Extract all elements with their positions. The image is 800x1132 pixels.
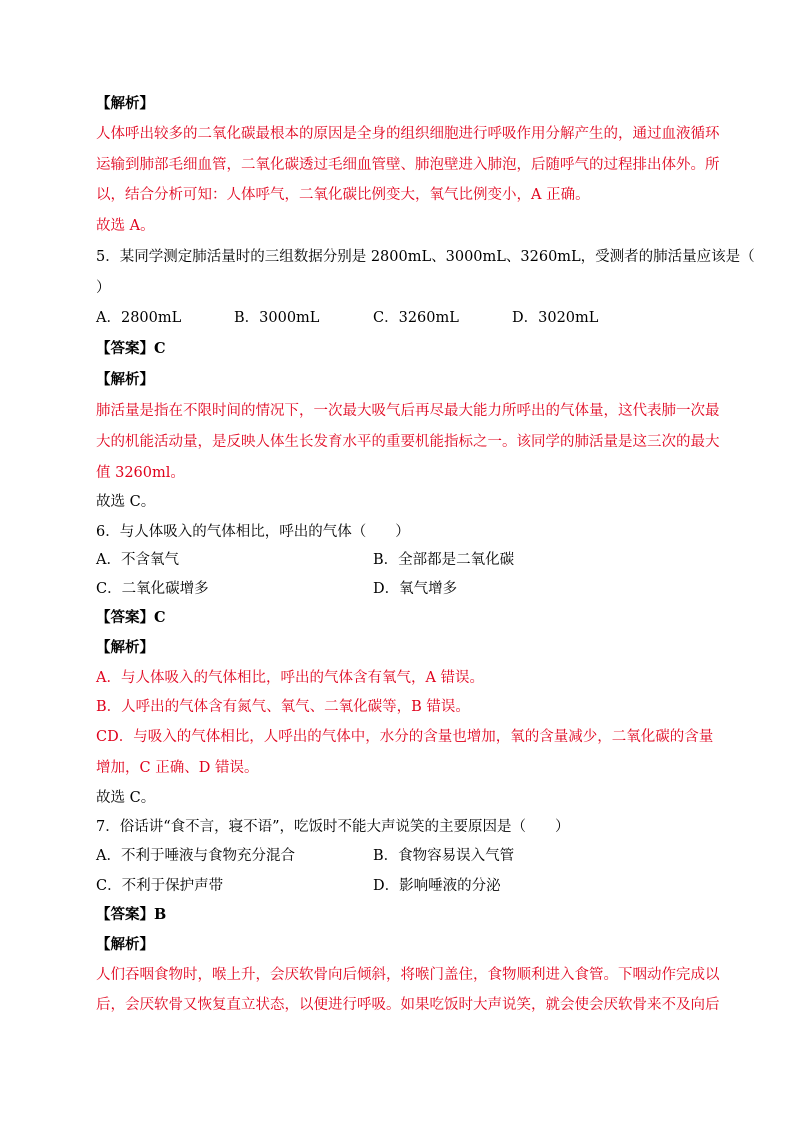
q7-question: 7．俗话讲“食不言，寝不语”，吃饭时不能大声说笑的主要原因是（ ）	[96, 819, 570, 835]
q6-option-d: D．氧气增多	[373, 581, 458, 597]
q4-analysis-line-1: 人体呼出较多的二氧化碳最根本的原因是全身的组织细胞进行呼吸作用分解产生的，通过血液循环	[96, 126, 720, 142]
q5-option-a: A．2800mL	[96, 310, 182, 326]
q6-analysis-line-4: 增加，C 正确、D 错误。	[96, 760, 259, 776]
q4-choose: 故选 A。	[96, 218, 155, 234]
q5-analysis-label: 【解析】	[96, 371, 154, 388]
q7-option-d: D．影响唾液的分泌	[373, 878, 501, 894]
q6-analysis-line-1: A．与人体吸入的气体相比，呼出的气体含有氧气，A 错误。	[96, 670, 485, 686]
q6-analysis-label: 【解析】	[96, 639, 154, 656]
q5-analysis-line-1: 肺活量是指在不限时间的情况下，一次最大吸气后再尽最大能力所呼出的气体量，这代表肺一次最	[96, 403, 720, 419]
q6-answer: 【答案】C	[96, 609, 166, 626]
q7-option-c: C．不利于保护声带	[96, 878, 224, 894]
q6-option-a: A．不含氧气	[96, 552, 179, 568]
q6-choose: 故选 C。	[96, 790, 156, 806]
q5-answer: 【答案】C	[96, 340, 166, 357]
q7-option-a: A．不利于唾液与食物充分混合	[96, 848, 295, 864]
q6-analysis-line-3: CD．与吸入的气体相比，人呼出的气体中，水分的含量也增加，氧的含量减少，二氧化碳的含量	[96, 729, 714, 745]
q5-analysis-line-2: 大的机能活动量，是反映人体生长发育水平的重要机能指标之一。该同学的肺活量是这三次的最大	[96, 434, 720, 450]
q7-analysis-line-2: 后，会厌软骨又恢复直立状态，以便进行呼吸。如果吃饭时大声说笑，就会使会厌软骨来不及向后	[96, 997, 720, 1013]
q5-option-d: D．3020mL	[512, 310, 599, 326]
q6-option-b: B．全部都是二氧化碳	[373, 552, 515, 568]
q5-question-line-1: 5．某同学测定肺活量时的三组数据分别是 2800mL、3000mL、3260mL，受测者的肺活量应该是（	[96, 249, 755, 265]
q6-option-c: C．二氧化碳增多	[96, 581, 209, 597]
q7-option-b: B．食物容易误入气管	[373, 848, 515, 864]
q5-option-b: B．3000mL	[234, 310, 320, 326]
q4-analysis-label: 【解析】	[96, 95, 154, 112]
q5-option-c: C．3260mL	[373, 310, 459, 326]
q4-analysis-line-2: 运输到肺部毛细血管，二氧化碳透过毛细血管壁、肺泡壁进入肺泡，后随呼气的过程排出体外。所	[96, 157, 720, 173]
q5-analysis-line-3: 值 3260ml。	[96, 465, 185, 481]
q7-answer: 【答案】B	[96, 906, 167, 923]
q5-choose: 故选 C。	[96, 494, 156, 510]
q7-analysis-line-1: 人们吞咽食物时，喉上升，会厌软骨向后倾斜，将喉门盖住，食物顺利进入食管。下咽动作完成以	[96, 967, 720, 983]
q6-analysis-line-2: B．人呼出的气体含有氮气、氧气、二氧化碳等，B 错误。	[96, 699, 470, 715]
q6-question: 6．与人体吸入的气体相比，呼出的气体（ ）	[96, 524, 410, 540]
q4-analysis-line-3: 以，结合分析可知：人体呼气，二氧化碳比例变大，氧气比例变小，A 正确。	[96, 187, 590, 203]
q5-question-line-2: ）	[96, 280, 111, 296]
q7-analysis-label: 【解析】	[96, 936, 154, 953]
